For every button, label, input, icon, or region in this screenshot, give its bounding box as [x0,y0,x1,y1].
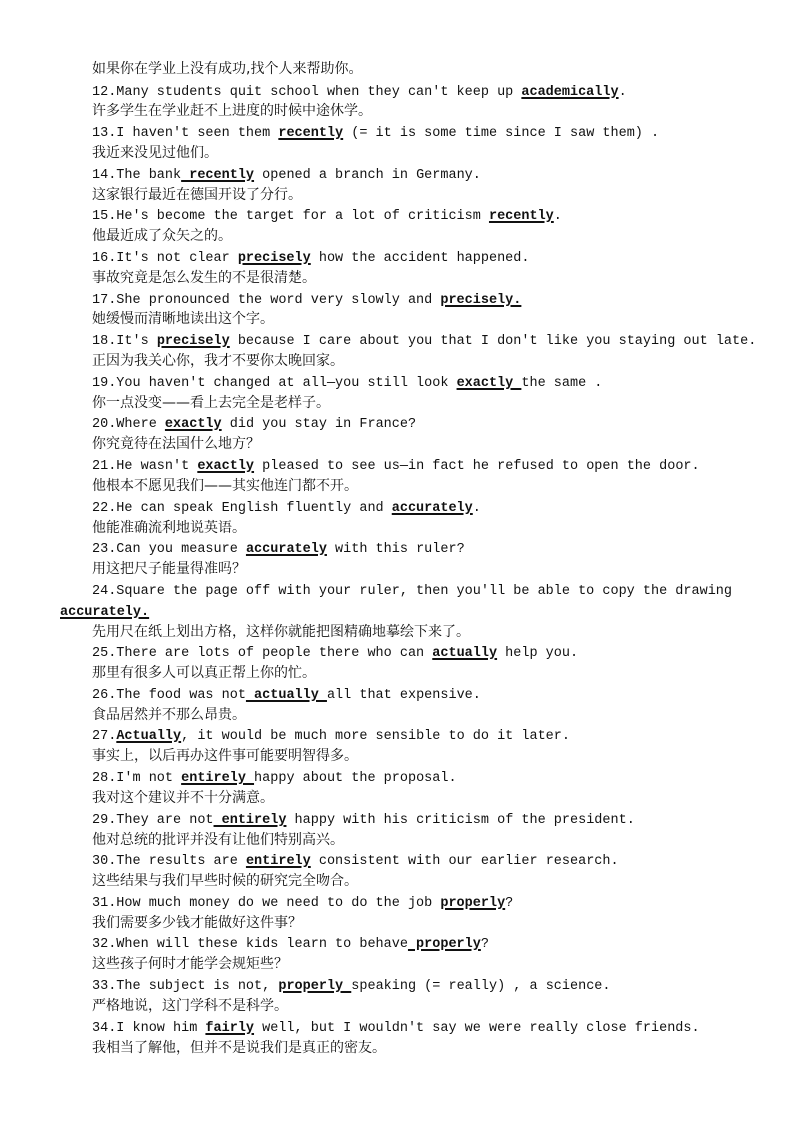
translation-line [92,229,232,243]
text-segment: (= it is some time since I saw them) . [343,126,660,141]
keyword: properly [278,979,352,994]
translation-line [92,562,246,576]
example-sentence-line [92,252,530,266]
text-segment: help you. [497,646,579,661]
example-sentence-line [92,127,659,141]
text-segment: 我对这个建议并不十分满意。 [92,790,274,806]
keyword: exactly [164,417,222,432]
text-segment: did you stay in France? [221,417,417,432]
text-segment: 22.He can speak English fluently and [92,501,392,516]
text-segment: speaking (= really) , a science. [351,979,611,994]
text-segment: . [618,85,627,100]
text-segment: . [472,501,481,516]
example-sentence-line [92,335,756,349]
translation-line [92,104,372,118]
text-segment: 如果你在学业上没有成功,找个人来帮助你。 [92,61,363,77]
keyword: fairly [205,1021,255,1036]
translation-line [92,354,344,368]
keyword: actually [432,646,498,661]
example-sentence-line [92,294,521,308]
example-sentence-line [92,730,570,744]
translation-line [92,957,288,971]
example-sentence-line [92,897,513,911]
text-segment: 31.How much money do we need to do the job [92,896,441,911]
text-segment: 34.I know him [92,1021,206,1036]
text-segment: 13.I haven't seen them [92,126,279,141]
example-sentence-line [92,585,732,599]
translation-line [92,396,330,410]
translation-line [92,62,362,76]
translation-line [92,874,358,888]
example-sentence-line [92,772,457,786]
text-segment: 这些孩子何时才能学会规矩些？ [92,956,288,972]
text-segment: 她缓慢而清晰地读出这个字。 [92,311,274,327]
translation-line [92,999,288,1013]
translation-line [92,146,218,160]
keyword: accurately [245,542,327,557]
translation-line [92,479,358,493]
text-segment: 你究竟待在法国什么地方？ [92,436,260,452]
example-sentence-line [60,606,149,620]
translation-line [92,271,316,285]
keyword: properly [407,937,481,952]
text-segment: 18.It's [92,334,157,349]
keyword: recently [488,209,554,224]
text-segment: 12.Many students quit school when they can't keep up [92,85,522,100]
text-segment: 33.The subject is not, [92,979,279,994]
example-sentence-line [92,689,481,703]
text-segment: 21.He wasn't [92,459,198,474]
text-segment: 用这把尺子能量得准吗？ [92,561,246,577]
text-segment: 我们需要多少钱才能做好这件事？ [92,915,302,931]
text-segment: 那里有很多人可以真正帮上你的忙。 [92,665,316,681]
translation-line [92,312,274,326]
text-segment: 食品居然并不那么昂贵。 [92,707,246,723]
translation-line [92,625,470,639]
translation-line [92,749,358,763]
text-segment: happy about the proposal. [254,771,457,786]
translation-line [92,1041,386,1055]
example-sentence-line [92,855,619,869]
text-segment: 他最近成了众矢之的。 [92,228,232,244]
example-sentence-line [92,460,700,474]
text-segment: 严格地说，这门学科不是科学。 [92,998,288,1014]
text-segment: 25.There are lots of people there who can [92,646,433,661]
text-segment: 我相当了解他，但并不是说我们是真正的密友。 [92,1040,386,1056]
text-segment: because I care about you that I don't like you staying out late. [229,334,757,349]
text-segment: 他根本不愿见我们——其实他连门都不开。 [92,478,358,494]
text-segment: 事故究竟是怎么发生的不是很清楚。 [92,270,316,286]
text-segment: 16.It's not clear [92,251,238,266]
text-segment: opened a branch in Germany. [254,168,481,183]
text-segment: ? [480,937,489,952]
keyword: accurately. [60,605,150,620]
text-segment: all that expensive. [326,688,481,703]
keyword: properly [440,896,506,911]
translation-line [92,666,316,680]
example-sentence-line [92,502,481,516]
text-segment: 你一点没变——看上去完全是老样子。 [92,395,330,411]
translation-line [92,188,302,202]
text-segment: 24.Square the page off with your ruler, then you'll be able to copy the drawing [92,584,733,599]
text-segment: 这家银行最近在德国开设了分行。 [92,187,302,203]
text-segment: 26.The food was not [92,688,246,703]
text-segment: consistent with our earlier research. [310,854,619,869]
text-segment: 20.Where [92,417,165,432]
text-segment: 事实上，以后再办这件事可能要明智得多。 [92,748,358,764]
text-segment: 29.They are not [92,813,214,828]
text-segment: happy with his criticism of the president. [286,813,635,828]
text-segment: 正因为我关心你，我才不要你太晚回家。 [92,353,344,369]
keyword: precisely. [440,293,522,308]
translation-line [92,916,302,930]
text-segment: 许多学生在学业赶不上进度的时候中途休学。 [92,103,372,119]
text-segment: . [553,209,562,224]
text-segment: the same . [521,376,603,391]
keyword: entirely [245,854,311,869]
keyword: entirely [213,813,287,828]
keyword: precisely [237,251,311,266]
translation-line [92,791,274,805]
keyword: precisely [156,334,230,349]
example-sentence-line [92,377,602,391]
text-segment: 30.The results are [92,854,246,869]
keyword: academically [521,85,619,100]
translation-line [92,437,260,451]
keyword: exactly [456,376,522,391]
text-segment: 17.She pronounced the word very slowly and [92,293,441,308]
translation-line [92,521,246,535]
text-segment: with this ruler? [326,542,465,557]
translation-line [92,708,246,722]
text-segment: ? [505,896,514,911]
text-segment: 23.Can you measure [92,542,246,557]
example-sentence-line [92,418,416,432]
text-segment: pleased to see us—in fact he refused to open the door. [254,459,700,474]
example-sentence-line [92,1022,700,1036]
text-segment: 我近来没见过他们。 [92,145,218,161]
example-sentence-line [92,938,489,952]
text-segment: 32.When will these kids learn to behave [92,937,408,952]
example-sentence-line [92,543,465,557]
text-segment: 先用尺在纸上划出方格，这样你就能把图精确地摹绘下来了。 [92,624,470,640]
text-segment: 15.He's become the target for a lot of criticism [92,209,489,224]
example-sentence-line [92,647,578,661]
text-segment: 27. [92,729,117,744]
keyword: recently [278,126,344,141]
text-segment: 他对总统的批评并没有让他们特别高兴。 [92,832,344,848]
keyword: actually [245,688,327,703]
text-segment: 19.You haven't changed at all—you still look [92,376,457,391]
example-sentence-line [92,169,481,183]
text-segment: , it would be much more sensible to do it later. [181,729,570,744]
example-sentence-line [92,814,635,828]
keyword: recently [181,168,255,183]
keyword: Actually [116,729,182,744]
keyword: exactly [197,459,255,474]
text-segment: 14.The bank [92,168,182,183]
keyword: entirely [181,771,255,786]
text-segment: 他能准确流利地说英语。 [92,520,246,536]
example-sentence-line [92,86,627,100]
keyword: accurately [391,501,473,516]
text-segment: 这些结果与我们早些时候的研究完全吻合。 [92,873,358,889]
text-segment: how the accident happened. [310,251,530,266]
example-sentence-line [92,980,611,994]
translation-line [92,833,344,847]
example-sentence-line [92,210,562,224]
text-segment: 28.I'm not [92,771,182,786]
text-segment: well, but I wouldn't say we were really close friends. [254,1021,700,1036]
